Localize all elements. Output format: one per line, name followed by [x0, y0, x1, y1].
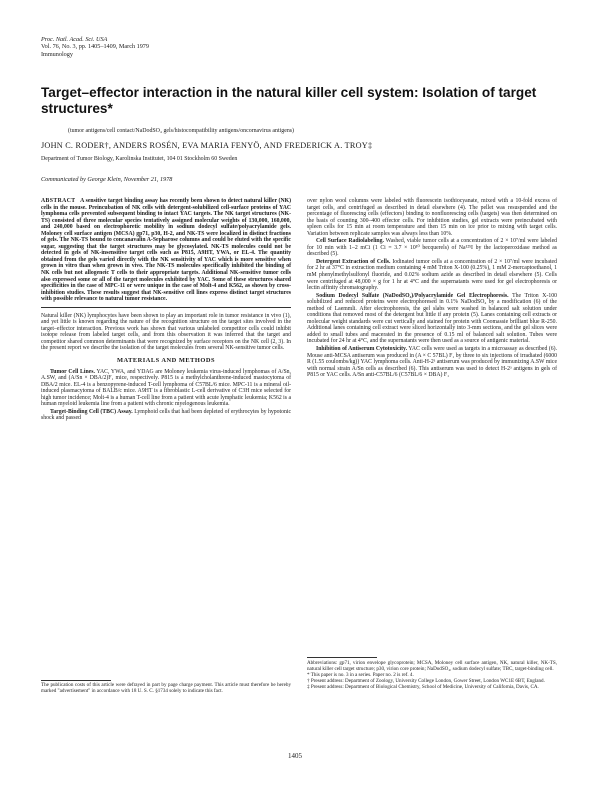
paragraph-text: Washed, viable tumor cells at a concentration of 2 × 10⁷/ml were labeled for 10 min with 1–2 mCi (1 Ci = 3.7 × 10¹⁰ becquerels) of Na¹²⁵I by the lactoperoxidase method as described (5). [307, 238, 557, 258]
abstract-heading: ABSTRACT [41, 198, 76, 204]
paragraph-text: Lymphoid cells that had been depleted of erythrocytes by hypotonic shock and passed [41, 408, 292, 422]
affiliation: Department of Tumor Biology, Karolinska Institutet, 104 01 Stockholm 60 Sweden [41, 156, 238, 162]
journal-name: Proc. Natl. Acad. Sci. USA [41, 36, 108, 43]
body-paragraph [307, 259, 557, 292]
footnote-series: * This paper is no. 3 in a series. Paper no. 2 is ref. 4. [307, 671, 414, 678]
article-title: Target–effector interaction in the natural killer cell system: Isolation of target structures* [41, 85, 537, 116]
body-paragraph [307, 346, 557, 379]
communicated-by: Communicated by George Klein, November 21, 1978 [41, 176, 173, 183]
paragraph-runin: Tumor Cell Lines. [50, 368, 95, 375]
page-charge-footnote: The publication costs of this article were defrayed in part by page charge payment. This article must therefore be hereby marked "advertisement" in accordance with 18 U. S. C. §1734 solely to indicate this fact. [41, 682, 291, 694]
abstract [41, 198, 291, 303]
abstract-rule [41, 307, 291, 308]
paragraph-runin: Inhibition of Antiserum Cytotoxicity. [316, 346, 408, 353]
paragraph-runin: Target-Binding Cell (TBC) Assay. [50, 408, 133, 415]
body-paragraph [307, 238, 557, 258]
paragraph-text: over nylon wool columns were labeled with fluorescein isothiocyanate, mixed with a 10-fold excess of target cells, and centrifuged as described in detail elsewhere (4). The pellet was resuspended and the percentage of fluorescing cells (effectors) binding to nonfluorescing cells (targets) was then determined on the basis of counting 300–400 effector cells. For inhibition studies, gel extracts were preincubated with spleen cells for 15 min at room temperature and then 15 min on ice prior to mixing with target cells. Variation between replicate samples was always less than 10%. [307, 198, 557, 237]
right-column [307, 198, 557, 380]
footnote-rule-right [307, 657, 377, 658]
journal-volume: Vol. 76, No. 3, pp. 1405–1409, March 1979 [41, 43, 149, 51]
body-paragraph [307, 293, 557, 345]
footnote-rule-left [41, 680, 111, 681]
paragraph-text: YAC, YWA, and YDAG are Moloney leukemia virus-induced lymphomas of A/Sn, A.SW, and (A/Sn × DBA/2)F₁ mice, respectively. P815 is a methylcholanthrene-induced mastocytoma of DBA/2 mice. EL-4 is a benzopyrene-induced T-cell lymphoma of C57BL/6 mice. MPC-11 is a mineral oil-induced plasmacytoma of BALB/c mice. A9HT is a fibroblastic L-cell derivative of C3H mice selected for high tumor incidence; Molt-4 is a human T-cell line from a patient with acute lymphatic leukemia; K562 is a human myeloid leukemia line from a patient with chronic myelogenous leukemia. [41, 368, 291, 408]
footnotes [307, 661, 557, 691]
methods-heading: MATERIALS AND METHODS [116, 357, 216, 365]
author-list: JOHN C. RODER†, ANDERS ROSÉN, EVA MARIA FENYÖ, AND FREDERICK A. TROY‡ [41, 141, 373, 150]
left-column [41, 198, 291, 423]
body-paragraph [41, 369, 291, 408]
page-number: 1405 [288, 752, 302, 760]
paragraph-text: The Triton X-100 solubilized and reduced proteins were electrophoresed in 0.1% NaDodSO₄ by a modification (6) of the method of Laemmli. After electrophoresis, the gel slabs were washed in balanced salt solution under conditions that removed most of the detergent but little if any protein (5). Lanes containing cell extracts or molecular weight standards were cut vertically and stained for protein with Coomassie brilliant blue R-250. Additional lanes containing cell extract were sliced horizontally into 3-mm sections, and the gel slices were added to small tubes and macerated in the presence of 0.15 ml of balanced salt solution. Tubes were incubated for 24 hr at 4°C, and the supernatants were then used as a source of antigenic material. [307, 292, 557, 345]
keywords: (tumor antigens/cell contact/NaDodSO₄ gels/histocompatibility antigens/oncornavirus antigens) [68, 128, 295, 134]
footnote-present-address-2: ‡ Present address: Department of Biological Chemistry, School of Medicine, University of California, Davis, CA. [307, 683, 539, 690]
body-paragraph [41, 409, 291, 422]
journal-header [41, 36, 149, 58]
paragraph-runin: Sodium Dodecyl Sulfate (NaDodSO₄)/Polyacrylamide Gel Electrophoresis. [316, 292, 509, 299]
journal-section: Immunology [41, 50, 73, 58]
intro-paragraph: Natural killer (NK) lymphocytes have been shown to play an important role in tumor resistance in vivo (1), and yet little is known regarding the nature of the recognition structure on the target sites involved in the target–effector interaction. Previous work has shown that various unlabeled competitor cells could inhibit isotope release from labeled target cells, and from this observation it was inferred that the target and competitor shared common determinants that were recognized by surface receptors on the NK cell (2, 3). In the present report we describe the isolation of the target molecules from several NK-sensitive tumor cells. [41, 312, 291, 352]
footnote-present-address-1: † Present address: Department of Zoology, University College London, Gower Street, London WC1E 6BT, England. [307, 677, 545, 684]
paragraph-text: Iodinated tumor cells at a concentration of 2 × 10⁷/ml were incubated for 2 hr at 37°C in extraction medium containing 4 mM Triton X-100 (0.25%), 1 mM 2-mercaptoethanol, 1 mM phenylmethylsulfonyl fluoride, and 0.02% sodium azide as described in detail elsewhere (5). Cells were centrifuged at 48,000 × g for 1 hr at 4°C and the supernatants were used for gel electrophoresis or lectin affinity chromatography. [307, 258, 557, 292]
paragraph-runin: Detergent Extraction of Cells. [316, 258, 391, 265]
abstract-text: A sensitive target binding assay has recently been shown to detect natural killer (NK) cells in the mouse. Preincubation of NK cells with detergent-solubilized cell-surface proteins of YAC lymphoma cells prevented subsequent binding to intact YAC targets. The NK target structures (NK-TS) consisted of three molecular species tentatively assigned molecular weights of 130,000, 160,000, and 240,000 based on electrophoretic mobility in sodium dodecyl sulfate/polyacrylamide gels. Moloney cell surface antigen (MCSA) gp71, p30, H-2, and NK-TS were localized in distinct fractions of gels. The NK-TS bound to concanavalin A-Sepharose columns and could be eluted with the specific sugar, suggesting that the target structures may be glycosylated. NK-TS molecules could not be detected in gels of NK-insensitive target cells such as P815, A9HT, YWA, or EL-4. The quantity obtained from the gels varied directly with the NK sensitivity of YAC which is more sensitive when grown in vitro than when grown in vivo. The NK-TS molecules specifically inhibited the binding of NK cells but not allogeneic T cells to their appropriate targets. Additional NK-sensitive tumor cells also expressed some or all of the target molecules exhibited by YAC. Some of these structures shared specificities in the case of MPC-11 or were unique in the case of Molt-4 and K562, as shown by cross-inhibition studies. These results suggest that NK-sensitive cell lines express distinct target structures with possible relevance to natural tumor resistance. [41, 198, 291, 303]
footnote-abbreviations: Abbreviations: gp71, virion envelope glycoprotein; MCSA, Moloney cell surface antigen, NK, natural killer, NK-TS, natural killer cell target structure; p30, virion core protein; NaDodSO₄, sodium dodecyl sulfate; TBC, target-binding cell. [307, 660, 557, 672]
paragraph-runin: Cell Surface Radiolabeling. [316, 238, 384, 245]
body-paragraph [307, 198, 557, 237]
paragraph-text: YAC cells were used as targets in a microassay as described (6). Mouse anti-MCSA antiserum was produced in (A × C 57BL) F₁ by three to six injections of irradiated (6000 R (1.55 coulombs/kg)) YAC lymphoma cells. Anti-H-2ᵃ antiserum was produced by immunizing A.SW mice with normal strain A/Sn cells as described (6). This antiserum was used to detect H-2ᵃ antigens in gels of P815 or YAC cells. A/Sn anti-C57BL/6 (C57BL/6 × DBA) F₁ [307, 346, 558, 379]
